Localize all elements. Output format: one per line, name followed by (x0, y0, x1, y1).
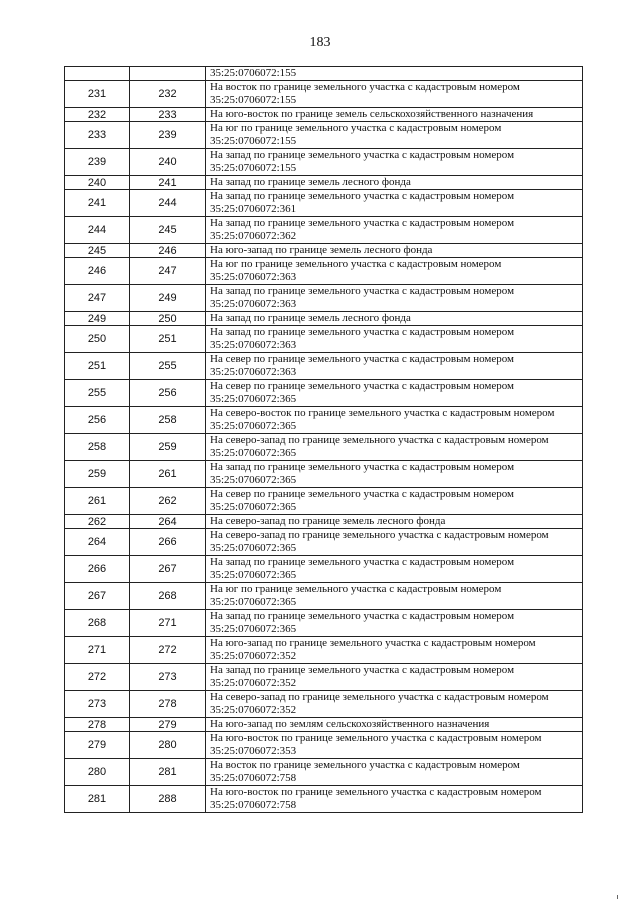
point-to-cell: 232 (130, 81, 206, 108)
boundary-description-cell: На юго-запад по землям сельскохозяйственного назначения (206, 718, 583, 732)
boundary-description-cell: На запад по границе земельного участка с кадастровым номером 35:25:0706072:363 (206, 326, 583, 353)
table-row (65, 732, 583, 759)
point-from-cell: 241 (65, 190, 130, 217)
point-from-cell: 244 (65, 217, 130, 244)
point-to-cell: 288 (130, 786, 206, 813)
boundary-description-cell: На юго-запад по границе земельного участка с кадастровым номером 35:25:0706072:352 (206, 637, 583, 664)
point-to-cell: 266 (130, 529, 206, 556)
boundary-points-table (64, 66, 583, 813)
point-to-cell: 249 (130, 285, 206, 312)
table-row (65, 691, 583, 718)
table-row (65, 176, 583, 190)
point-from-cell: 245 (65, 244, 130, 258)
table-row (65, 461, 583, 488)
boundary-description-cell: На запад по границе земель лесного фонда (206, 312, 583, 326)
point-to-cell: 245 (130, 217, 206, 244)
boundary-description-cell: На север по границе земельного участка с кадастровым номером 35:25:0706072:365 (206, 488, 583, 515)
table-row (65, 515, 583, 529)
boundary-description-cell: На юго-восток по границе земельного участка с кадастровым номером 35:25:0706072:758 (206, 786, 583, 813)
table-row (65, 488, 583, 515)
point-to-cell: 256 (130, 380, 206, 407)
point-to-cell: 271 (130, 610, 206, 637)
table-row (65, 244, 583, 258)
boundary-description-cell: На запад по границе земельного участка с кадастровым номером 35:25:0706072:362 (206, 217, 583, 244)
boundary-description-cell: На северо-восток по границе земельного участка с кадастровым номером 35:25:0706072:365 (206, 407, 583, 434)
point-from-cell: 267 (65, 583, 130, 610)
table-row (65, 610, 583, 637)
boundary-description-cell: На север по границе земельного участка с кадастровым номером 35:25:0706072:363 (206, 353, 583, 380)
table-row (65, 529, 583, 556)
boundary-description-cell: На юг по границе земельного участка с кадастровым номером 35:25:0706072:365 (206, 583, 583, 610)
table-row (65, 434, 583, 461)
table-row (65, 81, 583, 108)
boundary-description-cell: На запад по границе земельного участка с кадастровым номером 35:25:0706072:352 (206, 664, 583, 691)
point-from-cell: 262 (65, 515, 130, 529)
point-to-cell: 280 (130, 732, 206, 759)
point-to-cell: 262 (130, 488, 206, 515)
table-row (65, 718, 583, 732)
boundary-description-cell: На запад по границе земельного участка с кадастровым номером 35:25:0706072:365 (206, 610, 583, 637)
table-row (65, 67, 583, 81)
point-to-cell: 261 (130, 461, 206, 488)
table-row (65, 285, 583, 312)
boundary-description-cell: На северо-запад по границе земельного участка с кадастровым номером 35:25:0706072:365 (206, 434, 583, 461)
point-from-cell: 258 (65, 434, 130, 461)
boundary-description-cell: На юг по границе земельного участка с кадастровым номером 35:25:0706072:155 (206, 122, 583, 149)
boundary-description-cell: На север по границе земельного участка с кадастровым номером 35:25:0706072:365 (206, 380, 583, 407)
boundary-description-cell: На запад по границе земельного участка с кадастровым номером 35:25:0706072:155 (206, 149, 583, 176)
table-row (65, 122, 583, 149)
table-row (65, 583, 583, 610)
boundary-description-cell: На запад по границе земельного участка с кадастровым номером 35:25:0706072:361 (206, 190, 583, 217)
point-from-cell: 259 (65, 461, 130, 488)
point-from-cell: 278 (65, 718, 130, 732)
point-from-cell: 272 (65, 664, 130, 691)
point-to-cell: 267 (130, 556, 206, 583)
table-body (65, 67, 583, 813)
table-row (65, 759, 583, 786)
point-from-cell: 271 (65, 637, 130, 664)
point-to-cell: 255 (130, 353, 206, 380)
point-to-cell: 246 (130, 244, 206, 258)
boundary-description-cell: На северо-запад по границе земельного участка с кадастровым номером 35:25:0706072:352 (206, 691, 583, 718)
point-from-cell: 281 (65, 786, 130, 813)
table-row (65, 786, 583, 813)
table-row (65, 312, 583, 326)
table-row (65, 407, 583, 434)
point-to-cell: 273 (130, 664, 206, 691)
point-to-cell: 233 (130, 108, 206, 122)
point-to-cell: 272 (130, 637, 206, 664)
boundary-description-cell: На юго-восток по границе земельного участка с кадастровым номером 35:25:0706072:353 (206, 732, 583, 759)
boundary-description-cell: На восток по границе земельного участка с кадастровым номером 35:25:0706072:155 (206, 81, 583, 108)
point-to-cell: 251 (130, 326, 206, 353)
point-from-cell: 240 (65, 176, 130, 190)
boundary-description-cell: На северо-запад по границе земель лесного фонда (206, 515, 583, 529)
point-from-cell: 280 (65, 759, 130, 786)
point-to-cell: 278 (130, 691, 206, 718)
boundary-description-cell: 35:25:0706072:155 (206, 67, 583, 81)
boundary-description-cell: На восток по границе земельного участка с кадастровым номером 35:25:0706072:758 (206, 759, 583, 786)
point-from-cell: 268 (65, 610, 130, 637)
point-to-cell: 241 (130, 176, 206, 190)
boundary-description-cell: На северо-запад по границе земельного участка с кадастровым номером 35:25:0706072:365 (206, 529, 583, 556)
point-from-cell: 251 (65, 353, 130, 380)
point-to-cell: 258 (130, 407, 206, 434)
table-row (65, 108, 583, 122)
boundary-description-cell: На запад по границе земель лесного фонда (206, 176, 583, 190)
point-to-cell (130, 67, 206, 81)
point-from-cell: 261 (65, 488, 130, 515)
point-to-cell: 240 (130, 149, 206, 176)
point-from-cell: 232 (65, 108, 130, 122)
point-to-cell: 264 (130, 515, 206, 529)
point-from-cell: 239 (65, 149, 130, 176)
point-from-cell: 266 (65, 556, 130, 583)
point-to-cell: 281 (130, 759, 206, 786)
point-from-cell: 250 (65, 326, 130, 353)
table-row (65, 217, 583, 244)
point-to-cell: 244 (130, 190, 206, 217)
point-from-cell: 249 (65, 312, 130, 326)
boundary-description-cell: На юго-запад по границе земель лесного фонда (206, 244, 583, 258)
page-number: 183 (309, 35, 331, 50)
boundary-description-cell: На запад по границе земельного участка с кадастровым номером 35:25:0706072:365 (206, 461, 583, 488)
point-to-cell: 239 (130, 122, 206, 149)
table-row (65, 637, 583, 664)
point-from-cell: 231 (65, 81, 130, 108)
table-row (65, 190, 583, 217)
boundary-description-cell: На запад по границе земельного участка с кадастровым номером 35:25:0706072:365 (206, 556, 583, 583)
point-from-cell (65, 67, 130, 81)
boundary-description-cell: На юг по границе земельного участка с кадастровым номером 35:25:0706072:363 (206, 258, 583, 285)
point-to-cell: 279 (130, 718, 206, 732)
boundary-description-cell: На запад по границе земельного участка с кадастровым номером 35:25:0706072:363 (206, 285, 583, 312)
point-from-cell: 264 (65, 529, 130, 556)
table-row (65, 258, 583, 285)
edge-mark (617, 895, 618, 899)
table-row (65, 556, 583, 583)
table-row (65, 380, 583, 407)
table-row (65, 326, 583, 353)
point-from-cell: 255 (65, 380, 130, 407)
table-row (65, 353, 583, 380)
point-from-cell: 273 (65, 691, 130, 718)
point-to-cell: 247 (130, 258, 206, 285)
point-from-cell: 246 (65, 258, 130, 285)
point-from-cell: 247 (65, 285, 130, 312)
table-row (65, 664, 583, 691)
point-to-cell: 250 (130, 312, 206, 326)
point-from-cell: 256 (65, 407, 130, 434)
table-row (65, 149, 583, 176)
point-from-cell: 279 (65, 732, 130, 759)
boundary-description-cell: На юго-восток по границе земель сельскохозяйственного назначения (206, 108, 583, 122)
point-to-cell: 268 (130, 583, 206, 610)
point-from-cell: 233 (65, 122, 130, 149)
point-to-cell: 259 (130, 434, 206, 461)
